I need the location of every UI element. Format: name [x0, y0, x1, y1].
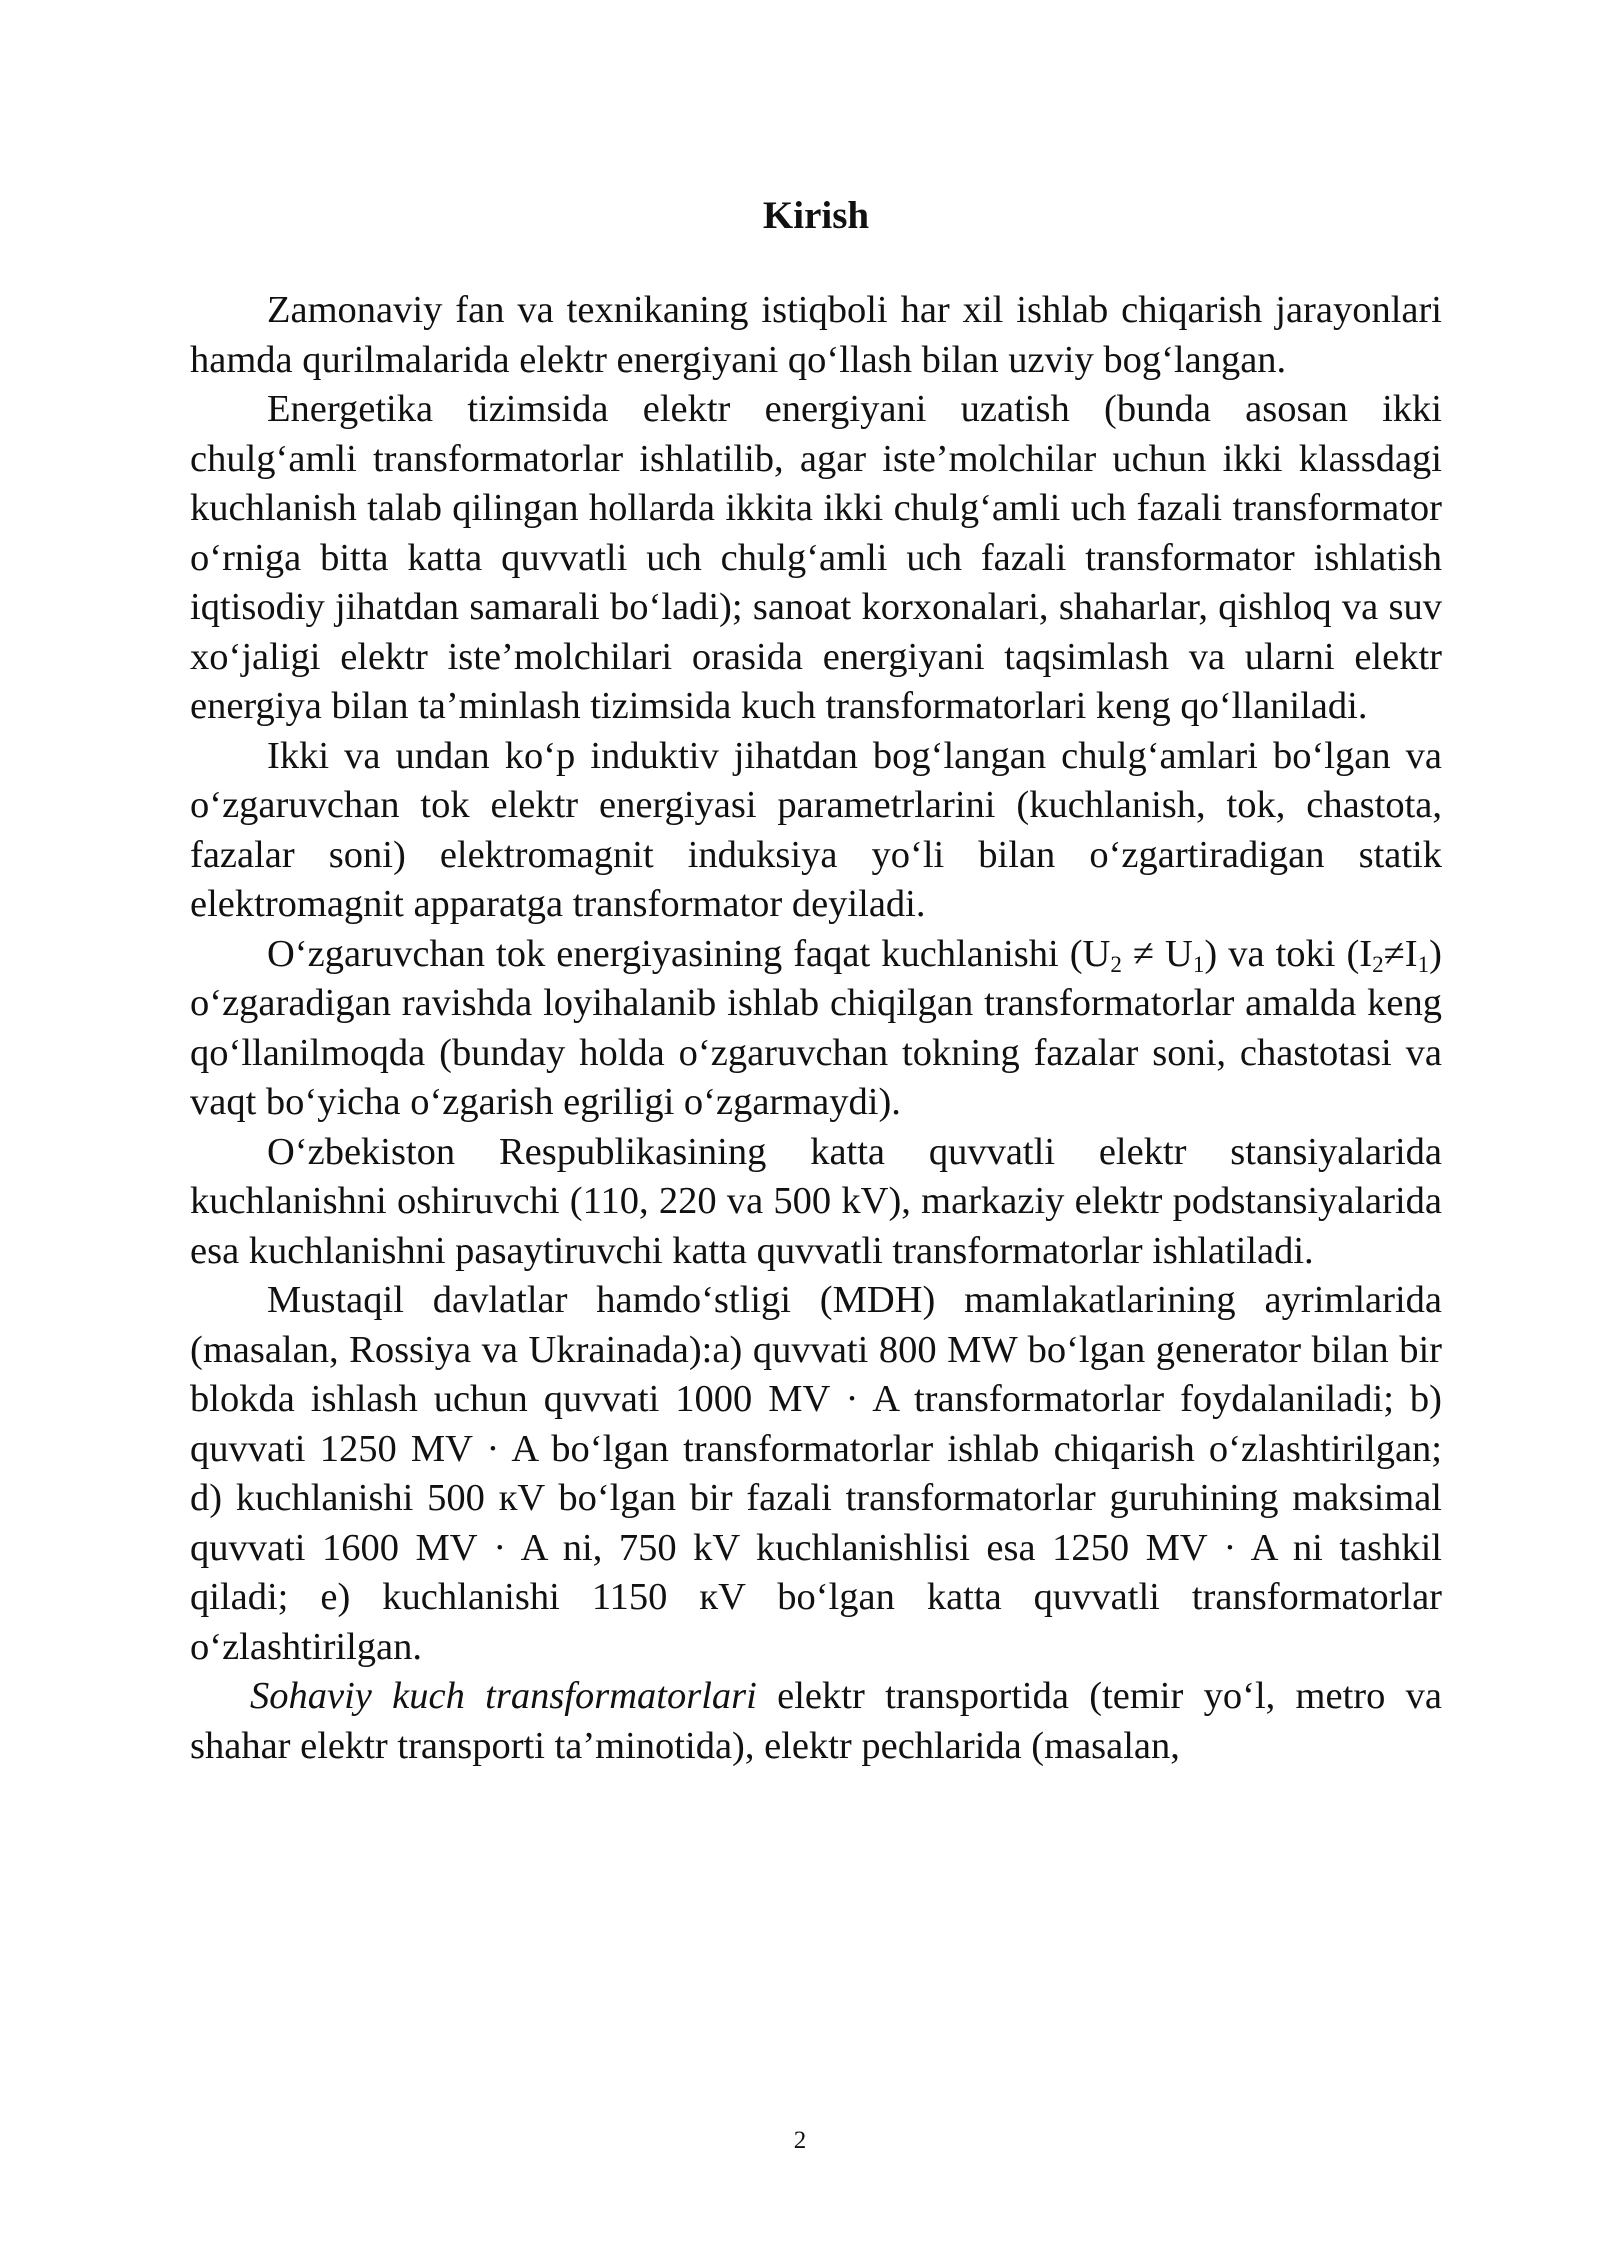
page-number: 2 — [793, 2127, 807, 2154]
text-run: ≠I — [1383, 932, 1418, 975]
subscript: 2 — [1110, 950, 1122, 977]
document-page — [190, 186, 1442, 1771]
paragraph-branch-transformers — [190, 1672, 1442, 1771]
text-run: elektr transportida (temir yo‘l, metro va shahar elektr transporti ta’minotida), elektr pechlarida (masalan, — [190, 1675, 1442, 1767]
paragraph-voltage-current — [190, 930, 1442, 1128]
text-run: ) o‘zgaradigan ravishda loyihalanib ishlab chiqilgan transformatorlar amalda keng qo‘llanilmoqda (bunday holda o‘zgaruvchan tokning fazalar soni, chastotasi va vaqt bo‘yicha o‘zgarish egriligi o‘zgarmaydi). — [190, 932, 1442, 1123]
paragraph-uzbekistan: O‘zbekiston Respublikasining katta quvvatli elektr stansiyalarida kuchlanishni oshiruvchi (110, 220 va 500 kV), markaziy elektr podstansiyalarida esa kuchlanishni pasaytiruvchi katta quvvatli transformatorlar ishlatiladi. — [190, 1130, 1442, 1272]
subscript: 1 — [1192, 950, 1205, 977]
text-run: ) va toki (I — [1204, 932, 1373, 975]
italic-term: Sohaviy kuch transformatorlari — [250, 1675, 757, 1717]
paragraph-cis-countries: Mustaqil davlatlar hamdo‘stligi (MDH) mamlakatlarining ayrimlarida (masalan, Rossiya va Ukrainada):a) quvvati 800 MW bo‘lgan generator bilan bir blokda ishlash uchun quvvati 1000 MV · A transformatorlar foydalaniladi; b) quvvati 1250 MV · A bo‘lgan transformatorlar ishlab chiqarish o‘zlashtirilgan; d) kuchlanishi 500 кV bo‘lgan bir fazali transformatorlar guruhining maksimal quvvati 1600 MV · A ni, 750 kV kuchlanishlisi esa 1250 MV · A ni tashkil qiladi; e) kuchlanishi 1150 кV bo‘lgan katta quvvatli transformatorlar o‘zlashtirilgan. — [190, 1279, 1442, 1668]
paragraph-intro: Zamonaviy fan va texnikaning istiqboli har xil ishlab chiqarish jarayonlari hamda qurilmalarida elektr energiyani qo‘llash bilan uzviy bog‘langan. — [190, 289, 1442, 381]
subscript: 2 — [1372, 950, 1384, 977]
paragraph-transformer-definition: Ikki va undan ko‘p induktiv jihatdan bog‘langan chulg‘amlari bo‘lgan va o‘zgaruvchan tok elektr energiyasi parametrlarini (kuchlanish, tok, chastota, fazalar soni) elektromagnit induksiya yo‘li bilan o‘zgartiradigan statik elektromagnit apparatga transformator deyiladi. — [190, 734, 1442, 925]
subscript: 1 — [1417, 950, 1430, 977]
text-run: ≠ U — [1121, 932, 1193, 975]
text-run: O‘zgaruvchan tok energiyasining faqat kuchlanishi (U — [267, 932, 1111, 975]
paragraph-energy-system: Energetika tizimsida elektr energiyani uzatish (bunda asosan ikki chulg‘amli transformatorlar ishlatilib, agar iste’molchilar uchun ikki klassdagi kuchlanish talab qilingan hollarda ikkita ikki chulg‘amli uch fazali transformator o‘rniga bitta katta quvvatli uch chulg‘amli uch fazali transformator ishlatish iqtisodiy jihatdan samarali bo‘ladi); sanoat korxonalari, shaharlar, qishloq va suv xo‘jaligi elektr iste’molchilari orasida energiyani taqsimlash va ularni elektr energiya bilan ta’minlash tizimsida kuch transformatorlari keng qo‘llaniladi. — [190, 388, 1442, 727]
section-title: Kirish — [762, 194, 870, 237]
